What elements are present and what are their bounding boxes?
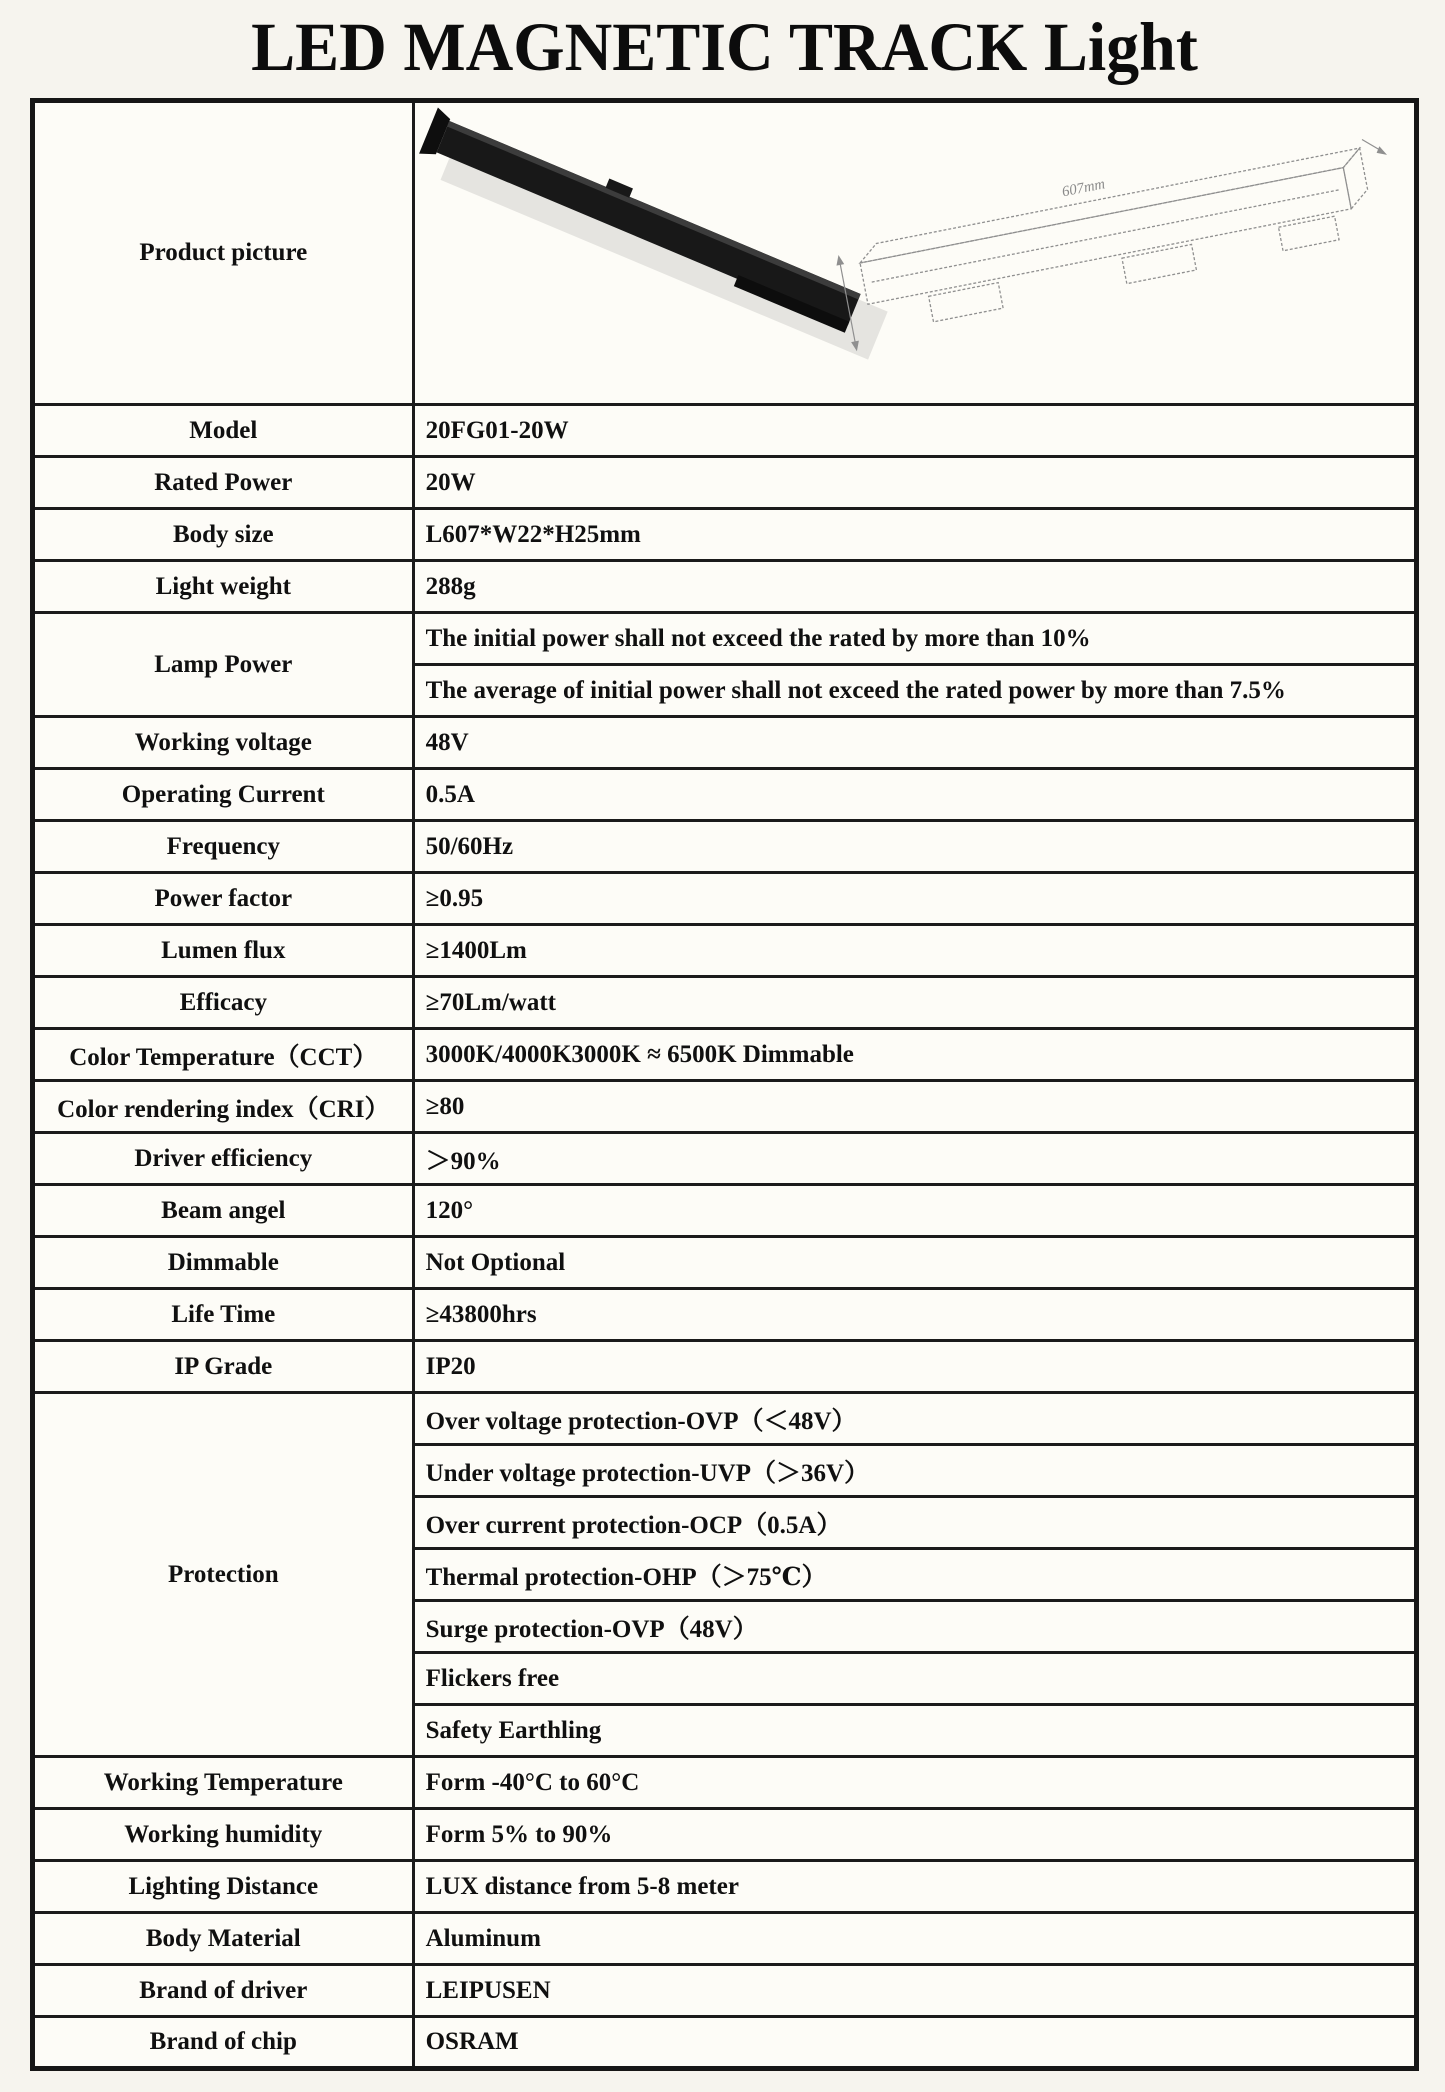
protection-item-ocp: Over current protection-OCP（0.5A） [413,1497,1416,1549]
spec-value-cct: 3000K/4000K3000K ≈ 6500K Dimmable [413,1029,1416,1081]
spec-value-beam-angle: 120° [413,1185,1416,1237]
spec-value-cri: ≥80 [413,1081,1416,1133]
spec-value-power-factor: ≥0.95 [413,873,1416,925]
product-picture-row [33,101,1417,405]
spec-value-body-size: L607*W22*H25mm [413,509,1416,561]
spec-value-body-material: Aluminum [413,1913,1416,1965]
lamp-power-note-1: The initial power shall not exceed the rated by more than 10% [413,613,1416,665]
spec-value-light-weight: 288g [413,561,1416,613]
spec-value-rated-power: 20W [413,457,1416,509]
table-row [33,1341,1417,1393]
protection-item-ovp: Over voltage protection-OVP（＜48V） [413,1393,1416,1445]
table-row [33,405,1417,457]
table-row [33,2017,1417,2069]
table-row [33,769,1417,821]
lamp-power-note-2: The average of initial power shall not exceed the rated power by more than 7.5% [413,665,1416,717]
spec-label-dimmable: Dimmable [33,1237,414,1289]
spec-label-brand-of-chip: Brand of chip [33,2017,414,2069]
spec-label-working-temperature: Working Temperature [33,1757,414,1809]
spec-value-brand-of-driver: LEIPUSEN [413,1965,1416,2017]
table-row [33,1237,1417,1289]
spec-value-model: 20FG01-20W [413,405,1416,457]
table-row [33,613,1417,665]
spec-label-lamp-power: Lamp Power [33,613,414,717]
table-row [33,1185,1417,1237]
document-title: LED MAGNETIC TRACK Light [251,9,1198,86]
spec-value-working-temperature: Form -40°C to 60°C [413,1757,1416,1809]
spec-value-brand-of-chip: OSRAM [413,2017,1416,2069]
spec-label-working-humidity: Working humidity [33,1809,414,1861]
table-row [33,1029,1417,1081]
protection-item-flickers-free: Flickers free [413,1653,1416,1705]
dimension-label: 607mm [1060,176,1107,201]
track-light-photo [419,107,888,360]
table-row [33,925,1417,977]
table-row [33,977,1417,1029]
spec-value-working-humidity: Form 5% to 90% [413,1809,1416,1861]
track-light-dimension-drawing [829,121,1403,352]
spec-value-efficacy: ≥70Lm/watt [413,977,1416,1029]
table-row [33,561,1417,613]
spec-label-efficacy: Efficacy [33,977,414,1029]
protection-item-surge: Surge protection-OVP（48V） [413,1601,1416,1653]
spec-label-working-voltage: Working voltage [33,717,414,769]
spec-label-cri: Color rendering index（CRI） [33,1081,414,1133]
product-picture-label: Product picture [33,101,414,405]
spec-label-light-weight: Light weight [33,561,414,613]
spec-value-ip-grade: IP20 [413,1341,1416,1393]
product-picture-cell [413,101,1416,405]
table-row [33,1393,1417,1445]
spec-label-driver-efficiency: Driver efficiency [33,1133,414,1185]
spec-value-frequency: 50/60Hz [413,821,1416,873]
spec-value-dimmable: Not Optional [413,1237,1416,1289]
table-row [33,821,1417,873]
spec-label-power-factor: Power factor [33,873,414,925]
spec-label-protection: Protection [33,1393,414,1757]
spec-label-beam-angle: Beam angel [33,1185,414,1237]
table-row [33,1861,1417,1913]
table-row [33,1913,1417,1965]
table-row [33,1081,1417,1133]
spec-label-ip-grade: IP Grade [33,1341,414,1393]
spec-value-working-voltage: 48V [413,717,1416,769]
spec-value-lumen-flux: ≥1400Lm [413,925,1416,977]
spec-label-lighting-distance: Lighting Distance [33,1861,414,1913]
spec-label-frequency: Frequency [33,821,414,873]
spec-label-brand-of-driver: Brand of driver [33,1965,414,2017]
table-row [33,1133,1417,1185]
table-row [33,1757,1417,1809]
spec-value-life-time: ≥43800hrs [413,1289,1416,1341]
spec-label-body-material: Body Material [33,1913,414,1965]
table-row [33,457,1417,509]
spec-label-rated-power: Rated Power [33,457,414,509]
spec-table [30,98,1419,2071]
spec-label-cct: Color Temperature（CCT） [33,1029,414,1081]
product-images-canvas [415,103,1414,403]
table-row [33,1809,1417,1861]
table-row [33,1289,1417,1341]
table-row [33,873,1417,925]
spec-label-life-time: Life Time [33,1289,414,1341]
table-row [33,509,1417,561]
spec-value-driver-efficiency: ＞90% [413,1133,1416,1185]
spec-label-operating-current: Operating Current [33,769,414,821]
protection-item-ohp: Thermal protection-OHP（＞75℃） [413,1549,1416,1601]
spec-label-model: Model [33,405,414,457]
spec-label-body-size: Body size [33,509,414,561]
spec-value-operating-current: 0.5A [413,769,1416,821]
spec-value-lighting-distance: LUX distance from 5-8 meter [413,1861,1416,1913]
protection-item-safety-earthing: Safety Earthling [413,1705,1416,1757]
product-images [415,103,1414,403]
protection-item-uvp: Under voltage protection-UVP（＞36V） [413,1445,1416,1497]
spec-label-lumen-flux: Lumen flux [33,925,414,977]
table-row [33,1965,1417,2017]
table-row [33,717,1417,769]
